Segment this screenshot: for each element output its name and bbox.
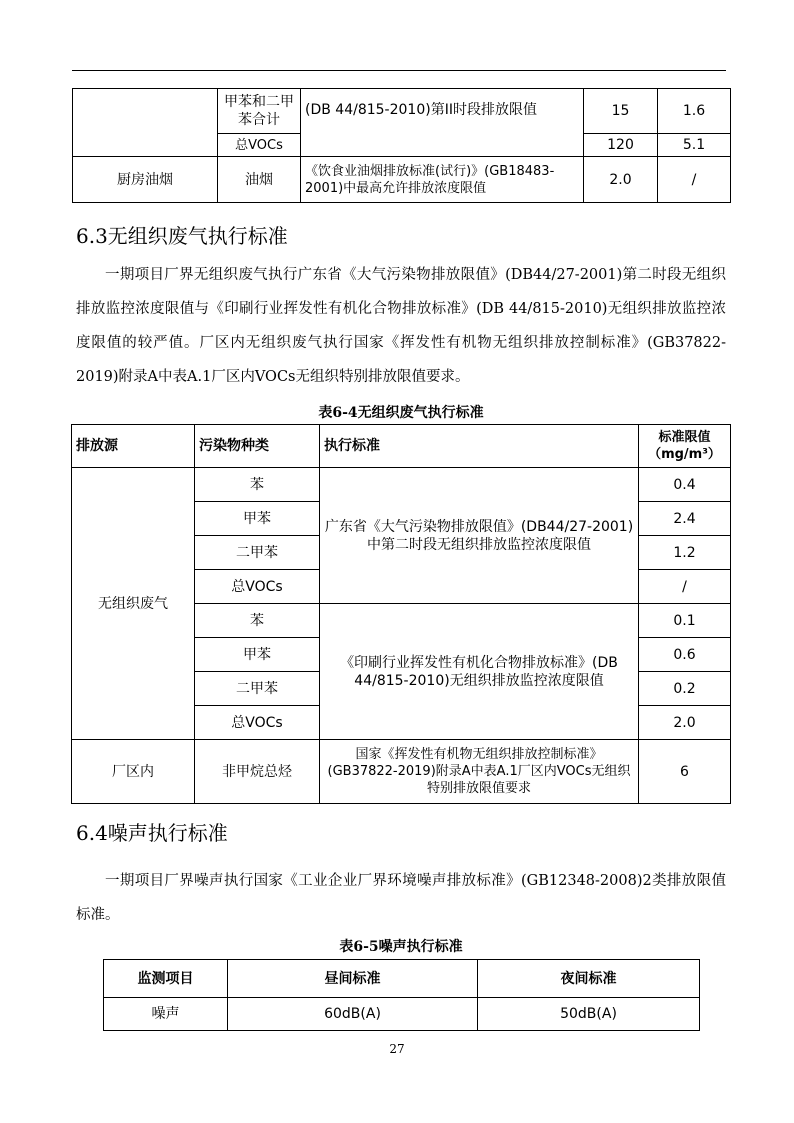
header-cell: 标准限值（mg/m³） bbox=[639, 425, 731, 468]
table-cell: 甲苯 bbox=[195, 638, 320, 672]
table-cell: / bbox=[658, 157, 731, 203]
header-cell: 排放源 bbox=[72, 425, 195, 468]
table-cell: 50dB(A) bbox=[478, 998, 700, 1031]
table-row bbox=[73, 89, 731, 134]
header-cell: 夜间标准 bbox=[478, 960, 700, 998]
table-row bbox=[104, 998, 700, 1031]
header-cell: 污染物种类 bbox=[195, 425, 320, 468]
table-cell: 6 bbox=[639, 740, 731, 804]
section-heading: 6.4噪声执行标准 bbox=[76, 821, 228, 845]
table-cell: 噪声 bbox=[104, 998, 228, 1031]
table-cell: 2.4 bbox=[639, 502, 731, 536]
table-cell: 2.0 bbox=[584, 157, 658, 203]
page-number: 27 bbox=[389, 1042, 405, 1056]
table-cell: 甲苯和二甲苯合计 bbox=[218, 89, 301, 134]
table-row bbox=[72, 740, 731, 804]
table-cell: 0.6 bbox=[639, 638, 731, 672]
table-header-row bbox=[72, 425, 731, 468]
table-cell: 60dB(A) bbox=[228, 998, 478, 1031]
table-cell: 总VOCs bbox=[195, 706, 320, 740]
noise-standard-table bbox=[103, 959, 700, 1031]
table-cell: 《印刷行业挥发性有机化合物排放标准》(DB 44/815-2010)无组织排放监控浓度限值 bbox=[320, 604, 639, 740]
table-cell: 0.1 bbox=[639, 604, 731, 638]
table-cell: 120 bbox=[584, 134, 658, 157]
table-cell: 总VOCs bbox=[218, 134, 301, 157]
fugitive-emission-table bbox=[71, 424, 731, 804]
table-cell: 广东省《大气污染物排放限值》(DB44/27-2001)中第二时段无组织排放监控浓度限值 bbox=[320, 468, 639, 604]
table-header-row bbox=[104, 960, 700, 998]
table-cell: 二甲苯 bbox=[195, 672, 320, 706]
table-cell: 15 bbox=[584, 89, 658, 134]
header-cell: 监测项目 bbox=[104, 960, 228, 998]
emission-table-continued bbox=[72, 88, 731, 203]
table-cell: 国家《挥发性有机物无组织排放控制标准》(GB37822-2019)附录A中表A.1厂区内VOCs无组织特别排放限值要求 bbox=[320, 740, 639, 804]
table-row bbox=[72, 468, 731, 502]
table-cell: 非甲烷总烃 bbox=[195, 740, 320, 804]
body-paragraph: 一期项目厂界无组织废气执行广东省《大气污染物排放限值》(DB44/27-2001)第二时段无组织排放监控浓度限值与《印刷行业挥发性有机化合物排放标准》(DB 44/815-2010)无组织排放监控浓度限值的较严值。厂区内无组织废气执行国家《挥发性有机物无组织排放控制标准》(GB37822-2019)附录A中表A.1厂区内VOCs无组织特别排放限值要求。 bbox=[76, 267, 726, 385]
body-paragraph: 一期项目厂界噪声执行国家《工业企业厂界环境噪声排放标准》(GB12348-2008)2类排放限值标准。 bbox=[76, 873, 726, 923]
header-rule bbox=[72, 70, 726, 71]
table-cell: (DB 44/815-2010)第II时段排放限值 bbox=[301, 89, 584, 157]
table-cell: 5.1 bbox=[658, 134, 731, 157]
table-cell: 总VOCs bbox=[195, 570, 320, 604]
table-cell: 1.6 bbox=[658, 89, 731, 134]
table-cell: / bbox=[639, 570, 731, 604]
table-cell: 厂区内 bbox=[72, 740, 195, 804]
table-cell: 0.4 bbox=[639, 468, 731, 502]
header-cell: 昼间标准 bbox=[228, 960, 478, 998]
table-cell: 1.2 bbox=[639, 536, 731, 570]
section-heading: 6.3无组织废气执行标准 bbox=[76, 224, 288, 248]
table-cell: 《饮食业油烟排放标准(试行)》(GB18483-2001)中最高允许排放浓度限值 bbox=[301, 157, 584, 203]
table-cell: 二甲苯 bbox=[195, 536, 320, 570]
table-cell: 2.0 bbox=[639, 706, 731, 740]
table-cell: 无组织废气 bbox=[72, 468, 195, 740]
table-cell: 厨房油烟 bbox=[73, 157, 218, 203]
table-cell: 苯 bbox=[195, 604, 320, 638]
table-cell bbox=[73, 89, 218, 157]
table-cell: 油烟 bbox=[218, 157, 301, 203]
table-row bbox=[73, 157, 731, 203]
table-caption: 表6-5噪声执行标准 bbox=[339, 939, 463, 955]
table-cell: 苯 bbox=[195, 468, 320, 502]
table-cell: 甲苯 bbox=[195, 502, 320, 536]
table-caption: 表6-4无组织废气执行标准 bbox=[318, 405, 484, 421]
table-cell: 0.2 bbox=[639, 672, 731, 706]
header-cell: 执行标准 bbox=[320, 425, 639, 468]
